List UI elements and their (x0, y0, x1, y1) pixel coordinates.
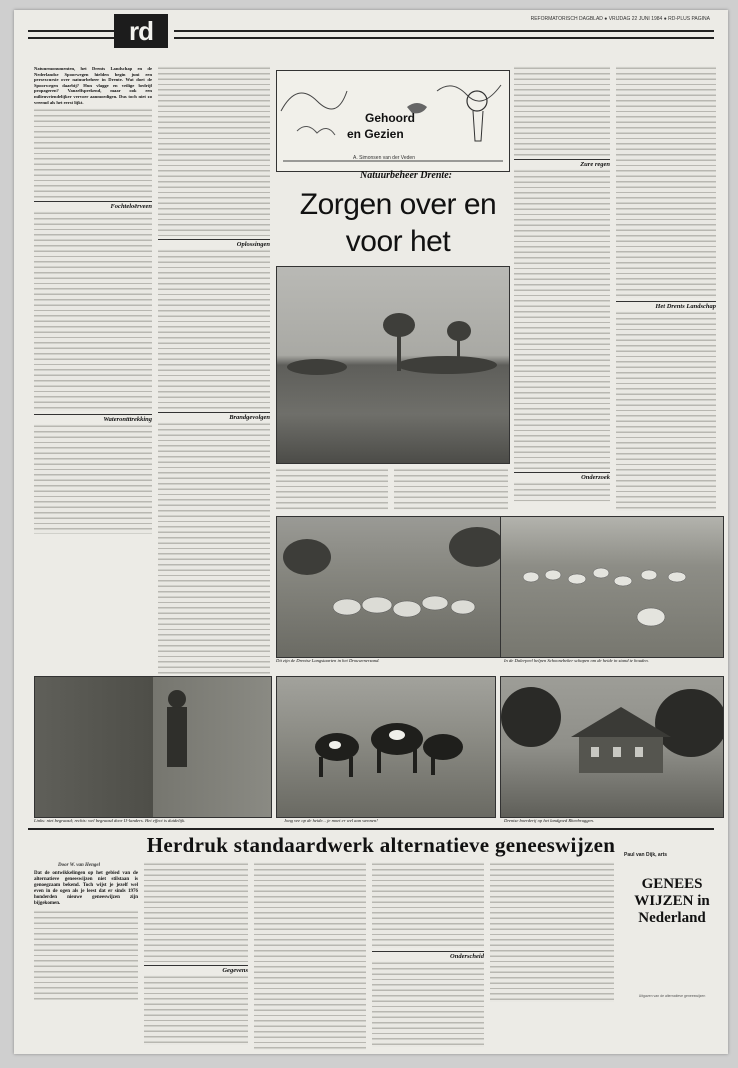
body-text (34, 910, 138, 1000)
body-text (514, 482, 610, 502)
bottom-article-headline: Herdruk standaardwerk alternatieve geneeswijzen (146, 833, 616, 857)
masthead-rule-right (174, 30, 714, 32)
body-text (394, 468, 508, 510)
body-text (34, 424, 152, 534)
bottom-column-1 (34, 862, 138, 1050)
subhead-waterontrekking: Waterontttrekking (34, 414, 152, 424)
grazing-comparison-photo (34, 676, 272, 818)
book-cover (622, 856, 722, 996)
book-note: Uitgaven van de alternatieve geneeswijzen (638, 994, 706, 998)
logo-author: A. Simonsen van der Veden (353, 155, 415, 161)
caption-sheep-drouwenerzand: Dit zijn de Drentse Langstaarten in het Drouwenerzand. (276, 658, 380, 663)
caption-sheep-dalerpeel: In de Dalerpeel helpen Schoonebeker schapen om de heide in stand te houden. (504, 658, 649, 663)
subhead-gegevens: Gegevens (144, 965, 248, 975)
subhead-drents-landschap: Het Drents Landschap (616, 301, 716, 311)
masthead-rule-left (28, 30, 114, 32)
article-headline: Zorgen over en voor het (299, 188, 497, 258)
middle-column (158, 66, 270, 674)
body-text (372, 862, 484, 948)
bottom-byline: Door W. van Hengel (58, 863, 101, 868)
bottom-lead: Dat de ontwikkelingen op het gebied van de alternatieve geneeswijzen niet stilstaan is genoegzaam bekend. Toch wijst je jezelf wel even in de ogen als je leest dat er sinds 1976 honderden nieuwe geneeswijzen zijn bijgekomen. (34, 871, 138, 906)
subhead-zure-regen: Zure regen (514, 159, 610, 169)
bottom-column-5 (490, 862, 614, 1050)
book-author: Paul van Dijk, arts (624, 852, 668, 858)
masthead-rule-right-2 (174, 37, 714, 39)
body-text (158, 249, 270, 409)
logo-title-gehoord: Gehoord (365, 111, 415, 125)
body-text (514, 66, 610, 156)
bottom-column-3 (254, 862, 366, 1050)
body-text (490, 862, 614, 1002)
caption-grazing: Links: niet begraasd; rechts: wel begraasd door IJ-landers. Het effect is duidelijk. (34, 818, 186, 823)
body-text (276, 468, 388, 510)
cattle-photo (276, 676, 496, 818)
caption-cattle: Jong vee op de heide... je moet er wel aan wennen! (284, 818, 378, 823)
feature-text-a (276, 468, 388, 510)
masthead-meta: REFORMATORISCH DAGBLAD ● VRIJDAG 22 JUNI 1984 ● RD-PLUS PAGINA (530, 16, 710, 22)
bottom-column-4 (372, 862, 484, 1050)
left-column (34, 66, 152, 534)
body-text (158, 422, 270, 674)
bottom-article-rule (28, 828, 714, 830)
subhead-onderscheid: Onderscheid (372, 951, 484, 961)
body-text (616, 311, 716, 511)
book-title: GENEES WIJZEN in Nederland (634, 876, 710, 926)
gehoord-en-gezien-logo (276, 70, 510, 172)
sheep-photo-drouwenerzand (276, 516, 510, 658)
heath-landscape-photo (276, 266, 510, 464)
article-kicker: Natuurbeheer Drente: (360, 170, 452, 181)
sheep-photo-dalerpeel (500, 516, 724, 658)
intro-text: Natuurmonumenten, het Drents Landschap en de Nederlandse Spoorwegen hielden begin juni een persexcursie over natuurbeheer in Drente. Wat doet de Spoorwegen daarbij? Hun vlagge en veilige bedrijf propageren? Vanzelfsprekend, maar ook een milieuvriendelijker vervoer aanmoedigen. Dus toch niet zo vreemd als het eerst lijkt. (34, 66, 152, 105)
right-column-a (514, 66, 610, 514)
right-column-b (616, 66, 716, 514)
caption-farmhouse: Drentse boerderij op het landgoed Rheebruggen. (504, 818, 594, 823)
subhead-oplossingen: Oplossingen (158, 239, 270, 249)
farmhouse-photo (500, 676, 724, 818)
body-text (158, 66, 270, 236)
body-text (616, 66, 716, 298)
body-text (144, 975, 248, 1045)
body-text (372, 961, 484, 1047)
subhead-fochteloerveen: Fochteloërveen (34, 201, 152, 211)
body-text (144, 862, 248, 962)
body-text (514, 169, 610, 469)
masthead-rule-left-2 (28, 37, 114, 39)
body-text (34, 211, 152, 411)
feature-text-b (394, 468, 508, 510)
body-text (34, 108, 152, 198)
logo-title-gezien: en Gezien (347, 127, 404, 141)
body-text (254, 862, 366, 1050)
subhead-onderzoek: Onderzoek (514, 472, 610, 482)
newspaper-page (14, 10, 728, 1054)
subhead-brandgevolgen: Brandgevolgen (158, 412, 270, 422)
bottom-column-2 (144, 862, 248, 1050)
newspaper-logo: rd (114, 14, 168, 48)
